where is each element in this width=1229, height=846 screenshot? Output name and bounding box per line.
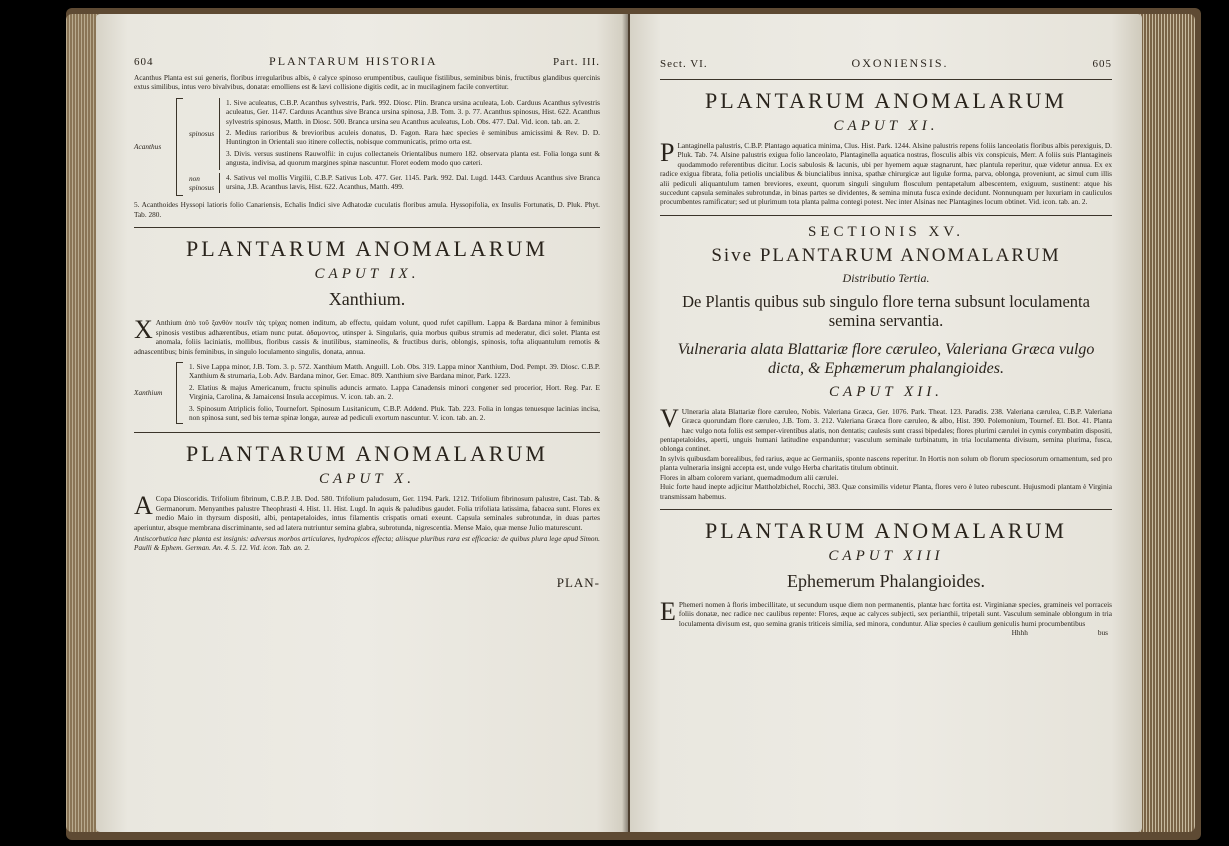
- nonspinosus-label: non spinosus: [189, 173, 215, 193]
- acanthus-note: [134, 200, 600, 219]
- bracket: [176, 98, 183, 197]
- drop-cap: P: [660, 138, 675, 167]
- bracket: [176, 362, 183, 424]
- section-subtitle: Sive PLANTARUM ANOMALARUM: [711, 244, 1061, 266]
- acanthus-label: Acanthus: [134, 142, 162, 152]
- synonym-entry: 3. Spinosum Atriplicis folio, Tournefort. Spinosum Lusitanicum, C.B.P. Addend. Pluk. Tab. 223. Folia in longas tenuesque lacinias incisa, non spinosa sunt, sed bis ternæ spinæ longæ, aureæ ad pediculi exortum nascuntur. V. icon. tab. an. 2.: [189, 403, 600, 422]
- catchword: bus: [1097, 628, 1108, 638]
- synonym-entry: 1. Sive aculeatus, C.B.P. Acanthus sylvestris, Park. 992. Diosc. Plin. Branca ursina aculeata, Lob. Carduus Acanthus sylvestris aculeatus, Ger. 1147. Carduus Acanthus sive Branca ursina spinosa, J.B. Tom. 3. p. 77. Acanthus spinosus, Hist. 622. Acanthus sylvestris spinosus, Matth. in Diosc. 500. Branca ursina seu Acanthus aculeatus, Lob. Obs. 477. Dal. Vid. icon. tab. an. 2.: [226, 97, 600, 126]
- part-label: Part. III.: [553, 56, 600, 68]
- body-text: Ulneraria alata Blattariæ flore cæruleo, Nobis. Valeriana Græca, Ger. 1076. Park. Theat. 123. Paradis. 238. Valeriana cærulea, C.B.P. Valeriana Græca quorundam flore cæruleo, J.B. Tom. 3. 212. Valeriana Græca flore cæruleo, & albo, Hist. 390. Polemonium, Tournef. El. Bot. 41. Planta hæc vulgo nota foliis est semper-virentibus alatis, non dentatis; caulesis sunt crassi bipedales; flores plurimi cærulei in cymis corymbatim dispositi, pentapetaloides, aperti, unguis humani latitudine expanduntur; vasculum seminale turbinatum, in tria loculamenta divisum, semina plurima, fusca, oblonga continet.: [660, 406, 1112, 454]
- acopa-text: [134, 491, 600, 553]
- left-page-edges: [66, 14, 98, 832]
- genus-title: Xanthium.: [328, 289, 406, 310]
- running-title: PLANTARUM HISTORIA: [269, 54, 438, 68]
- divider: [660, 215, 1112, 216]
- caput-label: CAPUT IX.: [314, 266, 420, 283]
- acanthus-synonyms: [134, 98, 600, 197]
- signature-line: [660, 628, 1112, 637]
- body-text: Copa Dioscoridis. Trifolium fibrinum, C.B.P. J.B. Dod. 580. Trifolium paludosum, Ger. 1194. Park. 1212. Trifolium fibrinosum palustre, Cast. Tab. & Germanorum. Menyanthes palustre Theophrasti 4. Hist. 11. Hist. Lugd. In aquis & paludibus gaudet. Folia trifoliata latissima, fabacea sunt. Flores ex medio Maio in thyrsum dispositi, albi, pentapetaloides, intus filamentis crispatis ornati exeunt. Capsula seminales subrotundæ, in duas partes aperiuntur, absque membrana discriminante, sed ad latera nutriuntur semina glabra, subrotunda, nigrescentia. Mense Maio, quæ mense Julio maturescunt.: [134, 494, 600, 532]
- genus-title: Ephemerum Phalangioides.: [787, 570, 985, 591]
- left-running-head: [134, 54, 600, 69]
- vulneraria-text: [660, 403, 1112, 501]
- body-text: Antiscorbutica hæc planta est insignis: adversus morbos articulares, hydropicos effecta; aliisque pluribus rara est efficacia: de quibus plura lege apud Simon. Paulli & Ephem. German. An. 4. 5. 12. Vid. icon. Tab. an. 2.: [134, 533, 600, 553]
- drop-cap: A: [134, 491, 153, 521]
- right-page: [630, 14, 1142, 832]
- signature-mark: Hhhh: [1011, 628, 1028, 638]
- xanthium-label: Xanthium: [134, 388, 163, 398]
- synonym-entry: 4. Sativus vel mollis Virgilii, C.B.P. Sativus Lob. 477. Ger. 1145. Park. 992. Dal. Lugd. 1443. Carduus Acanthus sive Branca ursina, J.B. Acanthus lævis, Hist. 622. Acanthus, Matth. 499.: [226, 172, 600, 192]
- note-text: 5. Acanthoides Hyssopi latioris folio Canariensis, Echalis Indici sive Adhatodæ cuculatis floribus amula. Hyssopifolia, ex Insulis Fortunatis, D. Pluk. Phyt. Tab. 280.: [134, 200, 600, 219]
- body-text: In sylvis quibusdam borealibus, fed rarius, æque ac Germaniis, sponte nascens reperitur. In Hortis non solum ob florum speciosorum ornamentum, sed pro planta vulneraria insigni accepta est, unde vulgo Herba charitatis titulum obtinuit.: [660, 453, 1112, 473]
- divider: [134, 432, 600, 433]
- nonspinosus-group: [189, 173, 600, 194]
- acanthus-intro: [134, 73, 600, 92]
- spinosus-group: [189, 98, 600, 170]
- drop-cap: X: [134, 315, 153, 345]
- catchword: PLAN-: [556, 574, 600, 590]
- left-page: [96, 14, 628, 832]
- xanthium-text: [134, 315, 600, 356]
- section-title: SECTIONIS XV.: [808, 223, 964, 240]
- right-running-head: [660, 56, 1112, 71]
- body-text: Flores in albam colorem variant, quemadmodum alii cærulei.: [660, 472, 839, 482]
- chapter-title: Vulneraria alata Blattariæ flore cæruleo, Valeriana Græca vulgo dicta, & Ephæmerum phalangioides.: [677, 340, 1095, 377]
- synonym-entry: 2. Elatius & majus Americanum, fructu spinulis aduncis armato. Lappa Canadensis minori congener sed procerior, Hort. Reg. Par. E Virginia, Carolina, & Jamaicensi Insula accepimus. V. icon. tab. an. 2.: [189, 382, 600, 402]
- section-description: De Plantis quibus sub singulo flore terna subsunt loculamenta semina servantia.: [682, 291, 1090, 330]
- page-number: 604: [134, 56, 154, 68]
- plantaginella-text: [660, 138, 1112, 207]
- running-title: OXONIENSIS.: [851, 56, 949, 70]
- spinosus-label: spinosus: [189, 129, 215, 139]
- body-text: Phemeri nomen à floris imbecillitate, ut secundum usque diem non permanentis, plantæ hæc fortita est. Virginianæ species, gramineis vel porraceis foliis donatæ, nec radice nec caulibus repente: Flores, æque ac calyces subjecti, sex perianthii, tripetali sunt. Vasculum seminale oblongum in tria loculamenta divisum est, quo semina granis triticeis similia, sed minora, conduntur. Aliæ species è caulium geniculis humi procumbentibus: [678, 599, 1112, 628]
- chapter-heading: PLANTARUM ANOMALARUM: [705, 517, 1067, 543]
- distribution-label: Distributio Tertia.: [842, 270, 930, 285]
- intro-text: Acanthus Planta est sui generis, floribus irregularibus albis, è calyce spinoso erumpentibus, caulique fistilibus, seminibus binis, fructibus glandibus quercinis extus similibus, intus vero bivalvibus, donatæ: emolliens est & lævi collisione digitis cedit, ac in mucilaginem facile convertitur.: [134, 73, 600, 92]
- synonym-entry: 2. Medius rarioribus & brevioribus aculeis donatus, D. Fagon. Rara hæc species è seminibus amicissimi & Rev. D. D. Huntington in Orientali suo itinere collectis, nobisque communicatis, primo orta est.: [226, 128, 600, 147]
- chapter-heading: PLANTARUM ANOMALARUM: [186, 236, 548, 262]
- body-text: Lantaginella palustris, C.B.P. Plantago aquatica minima, Clus. Hist. Park. 1244. Alsine palustris repens foliis lanceolatis floribus albis perexiguis, D. Pluk. Tab. 74. Alsine palustris exigua folio lanceolato, Plantaginella aquatica nostras, flosculis albis vix conspicuis, Merr. A foliis suis Plantagineis quodammodo referentibus dicitur. Locis sabulosis & lacunis, ubi per hyemem aquæ stagnarunt, hæc plantula reperitur, quæ videtur annua. Ex ex radice exigua fibrata, folia petiolis uncialibus & biuncialibus innixa, spathæ chirurgicæ aut ligulæ forma, parva, oblonga, proveniunt, ac simul cum illis alii pediculi aliquantulum tamen breviores, exeunt, quorum singuli singulum flosculum pentapetalum albescentem, exiguum, sustinent: atque his succedunt capsula seminales subrotundæ, in binas partes se dividentes, & semina minuta fusca exinde decidunt. Nonnunquam per luxuriam in cauliculos procumbentes ramificatur; sed ut plurimum tota planta palma contegi potest. Nec inter Alsinas nec Plantagines locum obtinet. Vid. icon. tab. an. 2.: [660, 141, 1112, 207]
- divider: [660, 79, 1112, 80]
- synonym-entry: 3. Divis. versus sustinens Rauwolfii: in cujus collectaneis Orientalibus numero 182. observata planta est. Folia longa sunt & angusta, indivisa, ad quorum margines spinæ nascuntur. Floret eodem modo quo cæteri.: [226, 148, 600, 168]
- divider: [134, 227, 600, 228]
- page-number: 605: [1092, 58, 1112, 70]
- right-page-edges: [1140, 14, 1195, 832]
- drop-cap: V: [660, 403, 679, 433]
- caput-label: CAPUT XI.: [833, 118, 939, 134]
- drop-cap: E: [660, 596, 676, 626]
- caput-label: CAPUT X.: [319, 471, 415, 488]
- caput-label: CAPUT XIII: [828, 547, 944, 564]
- synonym-entry: 1. Sive Lappa minor, J.B. Tom. 3. p. 572. Xanthium Matth. Anguill. Lob. Obs. 319. Lappa minor Xanthium, Dod. Pempt. 39. Diosc. C.B.P. Xanthium & strumaria, Lob. Adv. Bardana minor, Ger. Emac. 809. Xanthium sive Bardana minor, Park. 1223.: [189, 361, 600, 381]
- body-text: Anthium ἀπὸ τοῦ ξανθὸν ποιεῖν τὰς τρίχας nomen inditum, ab effectu, quidam volunt, quod rufet capillum. Lappa & Bardana minor à feminibus spinosis vestibus adhærentibus, etiam nunc putat. ἀδαμοντος, utinsper à. Singularis, quia morbus quibus strumis ad mederatur, dici solet. Planta est anomala, foliis laciniatis, mollibus, floribus cassis & inutilibus, stamineolis, & fructibus duris, oblongis, spinosis, tofta aliquantulum remotis & adnascentibus; binis feminibus, in singulo loculamento singulis, donata, annua.: [134, 318, 600, 356]
- chapter-heading: PLANTARUM ANOMALARUM: [186, 441, 548, 467]
- body-text: Huic forte haud inepte adjicitur Mattholzbichel, Rocchi, 383. Quæ consimilis videtur Planta, flores vero è luteo rubescunt. Hujusmodi plantam è Virginia transmissam habemus.: [660, 482, 1112, 501]
- divider: [660, 509, 1112, 510]
- ephemerum-text: [660, 596, 1112, 628]
- section-label: Sect. VI.: [660, 58, 708, 70]
- caput-label: CAPUT XII.: [829, 383, 943, 400]
- chapter-heading: PLANTARUM ANOMALARUM: [705, 88, 1067, 113]
- xanthium-synonyms: [134, 362, 600, 424]
